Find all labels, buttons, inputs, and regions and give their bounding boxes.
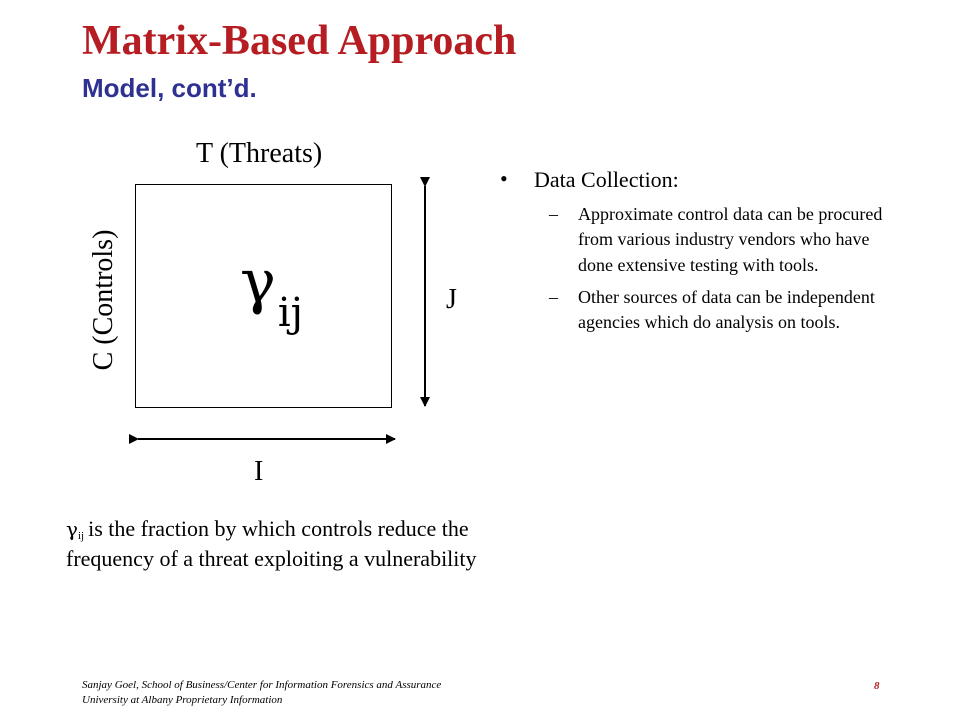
bullet-data-collection xyxy=(496,166,896,336)
gamma-definition xyxy=(66,514,526,574)
caption-text: is the fraction by which controls reduce the frequency of a threat exploiting a vulnerability xyxy=(66,516,477,571)
sub-bullet-list xyxy=(534,202,896,337)
page-number: 8 xyxy=(874,680,880,692)
controls-axis-label: C (Controls) xyxy=(88,229,119,371)
bullet-marker: • xyxy=(500,166,508,191)
gamma-subscript: ij xyxy=(277,290,304,336)
caption-gamma-subscript: ij xyxy=(77,530,85,542)
dash-marker: – xyxy=(549,286,558,307)
gamma-symbol: γ xyxy=(240,247,276,317)
caption-gamma-symbol: γ xyxy=(66,517,78,541)
footer xyxy=(82,678,441,708)
sub-bullet-text: Approximate control data can be procured from various industry vendors who have done extensive testing with tools. xyxy=(578,203,883,275)
bullet-heading: Data Collection: xyxy=(534,167,679,192)
bullet-list xyxy=(496,166,896,342)
threats-axis-label: T (Threats) xyxy=(196,138,323,169)
gamma-ij-symbol xyxy=(240,247,304,336)
sub-bullet-item xyxy=(534,285,896,336)
dash-marker: – xyxy=(549,203,558,224)
footer-author-line: Sanjay Goel, School of Business/Center for Information Forensics and Assurance xyxy=(82,679,442,691)
sub-bullet-text: Other sources of data can be independent agencies which do analysis on tools. xyxy=(578,286,875,333)
footer-proprietary-line: University at Albany Proprietary Information xyxy=(82,693,283,706)
j-dimension-label: J xyxy=(446,284,457,315)
slide-title: Matrix-Based Approach xyxy=(82,18,517,64)
slide-subtitle: Model, cont’d. xyxy=(82,73,257,103)
i-dimension-label: I xyxy=(254,456,264,487)
sub-bullet-item xyxy=(534,202,896,279)
